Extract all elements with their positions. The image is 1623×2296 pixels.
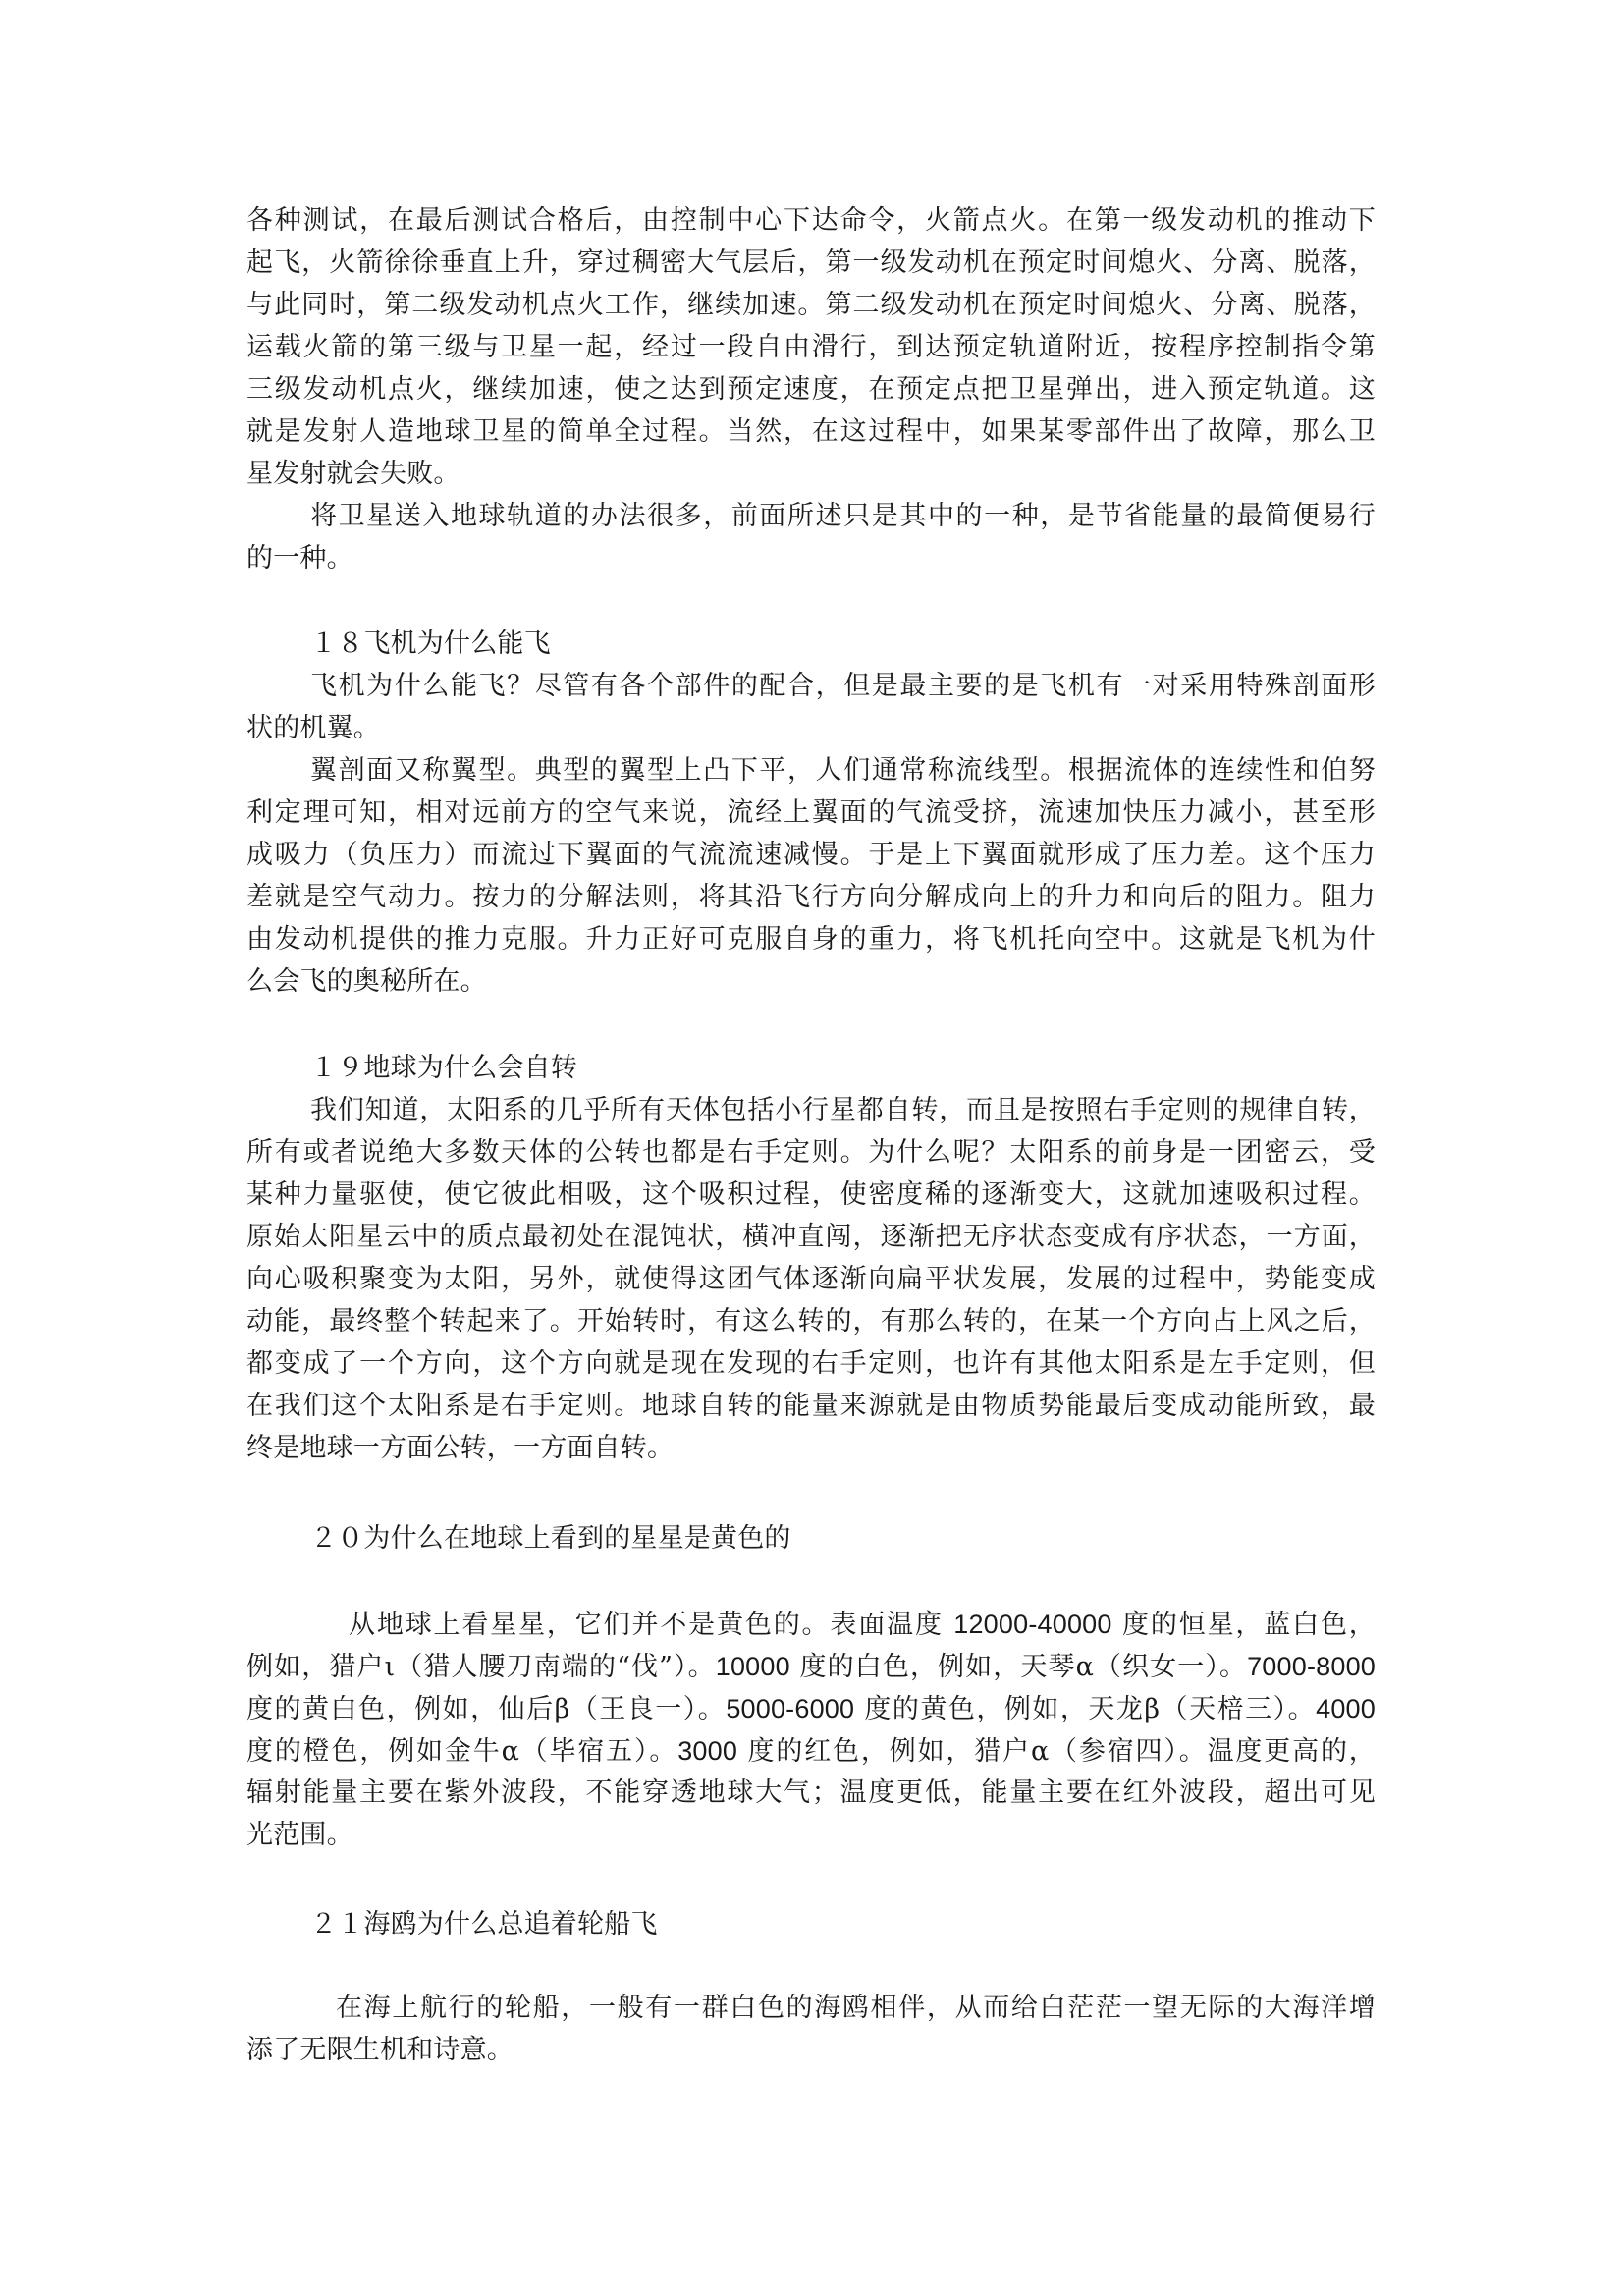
number-text: 5000-6000 — [726, 1694, 855, 1723]
number-text: 7000-8000 — [1247, 1652, 1376, 1681]
text-line: 度的橙色，例如金牛α（毕宿五）。3000 度的红色，例如，猎户α（参宿四）。温度更高的， — [246, 1736, 1376, 1767]
number-text: 4000 — [1316, 1694, 1376, 1723]
text-line: 在海上航行的轮船，一般有一群白色的海鸥相伴，从而给白茫茫一望无际的大海洋增 — [336, 1993, 1376, 2023]
section-title: 地球为什么会自转 — [363, 1053, 578, 1083]
text-line: 添了无限生机和诗意。 — [246, 2035, 514, 2065]
section-heading — [310, 1049, 1439, 1088]
text-line: 的一种。 — [246, 543, 353, 574]
text-line: 差就是空气动力。按力的分解法则，将其沿飞行方向分解成向上的升力和向后的阻力。阻力 — [246, 882, 1376, 912]
text-line: 运载火箭的第三级与卫星一起，经过一段自由滑行，到达预定轨道附近，按程序控制指令第 — [246, 332, 1376, 362]
text-line: 我们知道，太阳系的几乎所有天体包括小行星都自转，而且是按照右手定则的规律自转， — [310, 1095, 1376, 1125]
text-line: 所有或者说绝大多数天体的公转也都是右手定则。为什么呢？太阳系的前身是一团密云，受 — [246, 1137, 1376, 1168]
section-number: ２１ — [310, 1909, 364, 1940]
text-line: 飞机为什么能飞？尽管有各个部件的配合，但是最主要的是飞机有一对采用特殊剖面形 — [310, 671, 1376, 701]
text-line: 将卫星送入地球轨道的办法很多，前面所述只是其中的一种，是节省能量的最简便易行 — [310, 501, 1376, 531]
text-line: 在我们这个太阳系是右手定则。地球自转的能量来源就是由物质势能最后变成动能所致，最 — [246, 1391, 1376, 1421]
text-line: 各种测试，在最后测试合格后，由控制中心下达命令，火箭点火。在第一级发动机的推动下 — [246, 205, 1376, 236]
text-line: 状的机翼。 — [246, 713, 380, 743]
text-line: 由发动机提供的推力克服。升力正好可克服自身的重力，将飞机托向空中。这就是飞机为什 — [246, 924, 1376, 955]
text-line: 翼剖面又称翼型。典型的翼型上凸下平，人们通常称流线型。根据流体的连续性和伯努 — [310, 755, 1376, 786]
text-line: 某种力量驱使，使它彼此相吸，这个吸积过程，使密度稀的逐渐变大，这就加速吸积过程。 — [246, 1179, 1376, 1210]
text-line: 原始太阳星云中的质点最初处在混饨状，横冲直闯，逐渐把无序状态变成有序状态，一方面， — [246, 1222, 1376, 1252]
text-line: 从地球上看星星，它们并不是黄色的。表面温度 12000-40000 度的恒星，蓝白色， — [349, 1610, 1377, 1640]
text-line: 么会飞的奥秘所在。 — [246, 966, 487, 997]
number-text: 3000 — [677, 1736, 738, 1766]
section-title: 飞机为什么能飞 — [363, 629, 551, 659]
section-heading — [310, 625, 1439, 664]
text-line: 成吸力（负压力）而流过下翼面的气流流速减慢。于是上下翼面就形成了压力差。这个压力 — [246, 840, 1376, 870]
text-line: 起飞，火箭徐徐垂直上升，穿过稠密大气层后，第一级发动机在预定时间熄火、分离、脱落， — [246, 247, 1376, 278]
section-heading — [310, 1519, 1439, 1558]
section-number: １９ — [310, 1053, 364, 1083]
text-line: 度的黄白色，例如，仙后β（王良一）。5000-6000 度的黄色，例如，天龙β（天棓三）。4000 — [246, 1694, 1376, 1724]
text-line: 都变成了一个方向，这个方向就是现在发现的右手定则，也许有其他太阳系是左手定则，但 — [246, 1348, 1376, 1379]
text-line: 例如，猎户ι（猎人腰刀南端的“伐”）。10000 度的白色，例如，天琴α（织女一）。7000-8000 — [246, 1652, 1376, 1682]
section-title: 海鸥为什么总追着轮船飞 — [363, 1909, 658, 1940]
text-line: 终是地球一方面公转，一方面自转。 — [246, 1433, 675, 1463]
text-line: 动能，最终整个转起来了。开始转时，有这么转的，有那么转的，在某一个方向占上风之后， — [246, 1306, 1376, 1337]
number-text: 12000-40000 — [953, 1610, 1112, 1639]
text-line: 辐射能量主要在紫外波段，不能穿透地球大气；温度更低，能量主要在红外波段，超出可见 — [246, 1777, 1376, 1808]
text-line: 三级发动机点火，继续加速，使之达到预定速度，在预定点把卫星弹出，进入预定轨道。这 — [246, 374, 1376, 405]
text-line: 就是发射人造地球卫星的简单全过程。当然，在这过程中，如果某零部件出了故障，那么卫 — [246, 416, 1376, 447]
section-number: １８ — [310, 629, 364, 659]
text-line: 星发射就会失败。 — [246, 459, 460, 489]
section-title: 为什么在地球上看到的星星是黄色的 — [363, 1523, 791, 1554]
text-line: 向心吸积聚变为太阳，另外，就使得这团气体逐渐向扁平状发展，发展的过程中，势能变成 — [246, 1264, 1376, 1294]
text-line: 与此同时，第二级发动机点火工作，继续加速。第二级发动机在预定时间熄火、分离、脱落， — [246, 290, 1376, 320]
text-line: 光范围。 — [246, 1820, 353, 1850]
number-text: 10000 — [715, 1652, 790, 1681]
text-line: 利定理可知，相对远前方的空气来说，流经上翼面的气流受挤，流速加快压力减小，甚至形 — [246, 797, 1376, 828]
section-number: ２０ — [310, 1523, 364, 1554]
section-heading — [310, 1905, 1439, 1944]
